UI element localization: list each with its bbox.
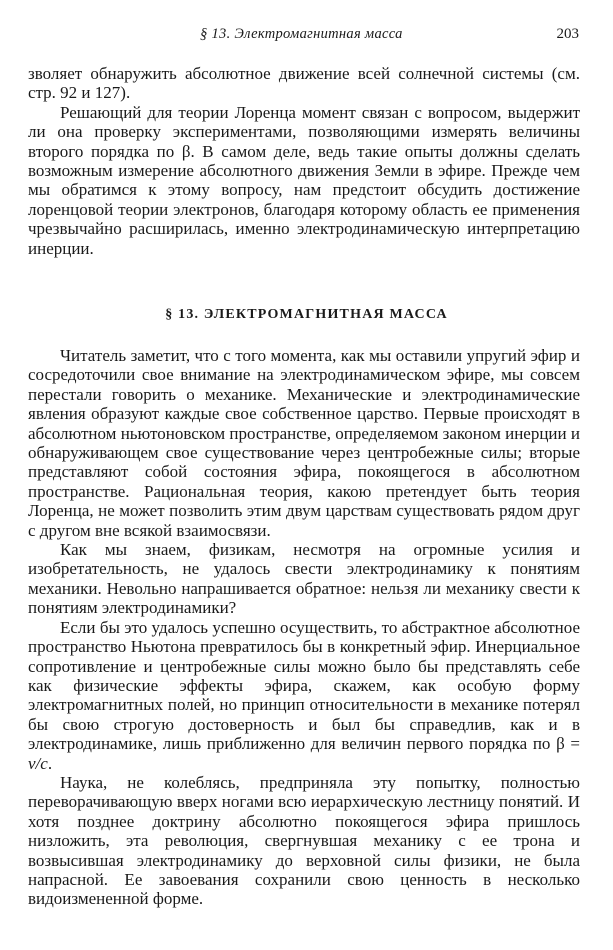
paragraph: Читатель заметит, что с того момента, как мы оставили упругий эфир и сосредоточили свое внимание на электродинамическом эфире, мы совсем перестали говорить о механике. Механические и электродинамические явления образуют каждые свое собственное царство. Первые происходят в абсолютном ньютоновском пространстве, определяемом законом инерции и обнаруживающем свое существование через центробежные силы; вторые представляют собой состояния эфира, покоящегося в абсолютном пространстве. Рациональная теория, какою претендует быть теория Лоренца, не может позволить этим двум царствам существовать рядом друг с другом вне всякой взаимосвязи.	[28, 346, 580, 540]
page-number: 203	[556, 26, 579, 42]
formula-beta: β	[556, 734, 565, 754]
paragraph: Наука, не колеблясь, предприняла эту попытку, полностью переворачивающую вверх ногами всю иерархическую лестницу понятий. И хотя позднее доктрину абсолютно покоящегося эфира пришлось низложить, эта революция, свергнувшая механику с ее трона и возвысившая электродинамику до верховной силы физики, не была напрасной. Ее завоевания сохранили свою ценность в несколько видоизмененной форме.	[28, 772, 580, 909]
formula-end: .	[47, 753, 53, 773]
paragraph: Решающий для теории Лоренца момент связан с вопросом, выдержит ли она проверку экспериментами, позволяющими измерять величины второго порядка по β. В самом деле, ведь такие опыты должны сделать возможным измерение абсолютного движения Земли в эфире. Прежде чем мы обратимся к этому вопросу, нам предстоит обсудить достижение лоренцовой теории электронов, благодаря которому область ее применения чрезвычайно расширилась, именно электродинамическую интерпретацию инерции.	[28, 102, 580, 258]
paragraph-continuation: зволяет обнаружить абсолютное движение всей солнечной системы (см. стр. 92 и 127).	[28, 64, 580, 103]
formula-ratio: v/c	[28, 753, 48, 773]
formula-equals: =	[564, 734, 580, 754]
running-title: § 13. Электромагнитная масса	[200, 26, 403, 42]
text-block-section-body	[28, 346, 580, 909]
paragraph-with-formula	[28, 618, 580, 773]
text-block-before-section	[28, 64, 580, 258]
paragraph: Как мы знаем, физикам, несмотря на огромные усилия и изобретательность, не удалось свести электродинамику к понятиям механики. Невольно напрашивается обратное: нельзя ли механику свести к понятиям электродинамики?	[28, 540, 580, 618]
paragraph-text: Если бы это удалось успешно осуществить, то абстрактное абсолютное пространство Ньютона превратилось бы в конкретный эфир. Инерциальное сопротивление и центробежные силы можно было бы представлять себе как физические эффекты эфира, скажем, как особую форму электромагнитных полей, но принцип относительности в механике потерял бы свою строгую достоверность и был бы справедлив, как и в электродинамике, лишь приближенно для величин первого порядка по	[28, 617, 580, 754]
section-heading: § 13. ЭЛЕКТРОМАГНИТНАЯ МАССА	[165, 307, 448, 322]
